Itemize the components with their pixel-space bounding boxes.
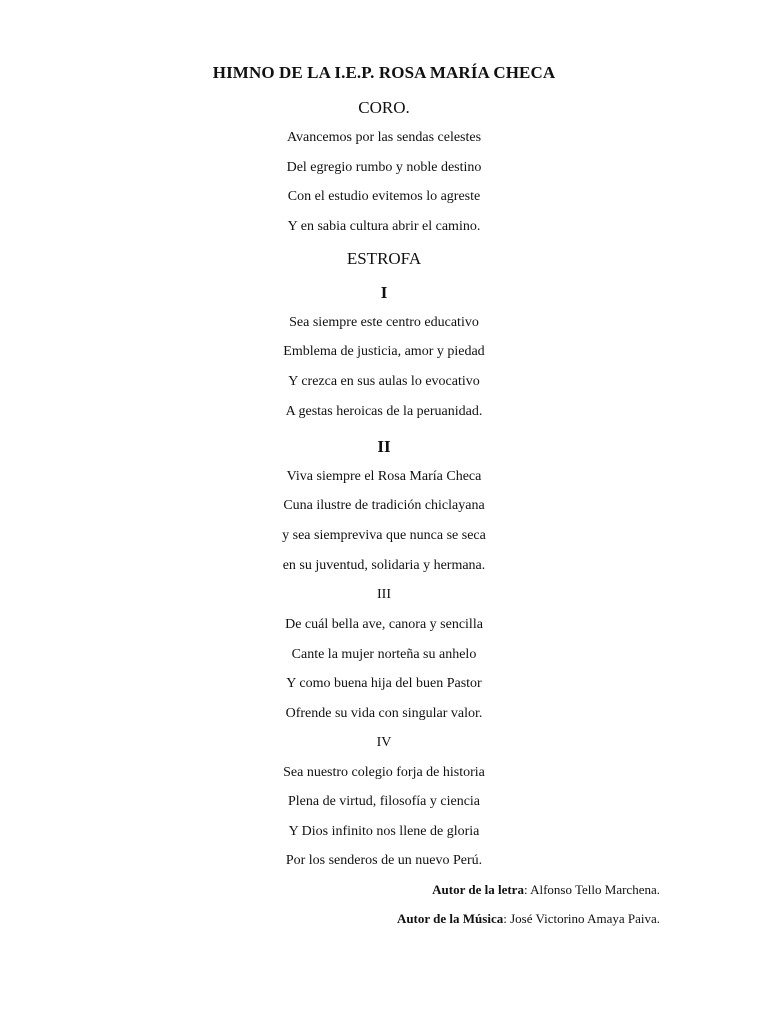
coro-line: Con el estudio evitemos lo agreste: [287, 189, 481, 204]
stanza-numeral: III: [377, 587, 391, 602]
stanza-line: A gestas heroicas de la peruanidad.: [285, 404, 483, 419]
stanza-numeral: II: [377, 437, 391, 456]
stanza-line: Emblema de justicia, amor y piedad: [283, 344, 485, 359]
stanza-line: De cuál bella ave, canora y sencilla: [285, 617, 483, 632]
stanza-numeral: IV: [376, 735, 392, 750]
hymn-title: HIMNO DE LA I.E.P. ROSA MARÍA CHECA: [212, 63, 556, 82]
estrofa-heading: ESTROFA: [346, 249, 422, 268]
stanza-line: Cuna ilustre de tradición chiclayana: [283, 498, 485, 513]
lyrics-credit: [432, 882, 660, 898]
lyrics-credit-label: Autor de la letra: [432, 882, 524, 897]
stanza-line: en su juventud, solidaria y hermana.: [282, 558, 486, 573]
music-credit-label: Autor de la Música: [396, 911, 504, 926]
stanza-line: Y crezca en sus aulas lo evocativo: [288, 374, 480, 389]
music-credit: [397, 911, 660, 927]
stanza-numeral: I: [380, 283, 388, 302]
coro-heading: CORO.: [358, 98, 410, 117]
stanza-line: Sea siempre este centro educativo: [289, 315, 479, 330]
coro-line: Del egregio rumbo y noble destino: [286, 160, 482, 175]
stanza-line: Sea nuestro colegio forja de historia: [283, 765, 485, 780]
stanza-line: Por los senderos de un nuevo Perú.: [285, 853, 483, 868]
stanza-line: Y Dios infinito nos llene de gloria: [288, 824, 480, 839]
music-credit-value: : José Victorino Amaya Paiva.: [503, 911, 660, 926]
stanza-line: y sea siempreviva que nunca se seca: [282, 528, 486, 543]
stanza-line: Viva siempre el Rosa María Checa: [286, 469, 482, 484]
coro-line: Y en sabia cultura abrir el camino.: [287, 219, 481, 234]
coro-line: Avancemos por las sendas celestes: [286, 130, 482, 145]
lyrics-credit-value: : Alfonso Tello Marchena.: [523, 882, 660, 897]
stanza-line: Cante la mujer norteña su anhelo: [291, 647, 477, 662]
stanza-line: Plena de virtud, filosofía y ciencia: [287, 794, 481, 809]
stanza-line: Y como buena hija del buen Pastor: [286, 676, 482, 691]
stanza-line: Ofrende su vida con singular valor.: [285, 706, 483, 721]
